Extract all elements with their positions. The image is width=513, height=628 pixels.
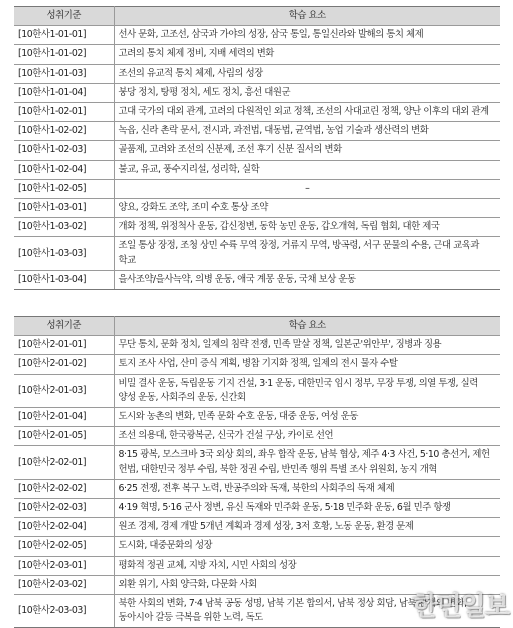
standard-code-cell: [10한사2-03-02]: [14, 575, 114, 594]
standard-code-cell: [10한사2-02-01]: [14, 446, 114, 479]
table-row: [14, 270, 500, 289]
standard-code-cell: [10한사2-03-03]: [14, 595, 114, 628]
standard-code-cell: [10한사2-01-02]: [14, 355, 114, 374]
learning-elements-cell: 녹읍, 신라 촌락 문서, 전시과, 과전법, 대동법, 균역법, 농업 기술과 생산력의 변화: [114, 122, 500, 141]
learning-elements-cell: 조선의 유교적 통치 체제, 사림의 성장: [114, 64, 500, 83]
standard-code-cell: [10한사1-03-01]: [14, 199, 114, 218]
learning-elements-cell: 6·25 전쟁, 전후 복구 노력, 반공주의와 독재, 북한의 사회주의 독재 체제: [114, 479, 500, 498]
standard-code-cell: [10한사2-02-02]: [14, 479, 114, 498]
curriculum-table-2: [14, 316, 500, 628]
table-row: [14, 446, 500, 479]
table-row: [14, 556, 500, 575]
standard-code-cell: [10한사2-01-05]: [14, 427, 114, 446]
standard-code-cell: [10한사1-01-03]: [14, 64, 114, 83]
learning-elements-cell: 개화 정책, 위정척사 운동, 갑신정변, 동학 농민 운동, 갑오개혁, 독립 협회, 대한 제국: [114, 218, 500, 237]
table-row: [14, 479, 500, 498]
learning-elements-cell: 무단 통치, 문화 정치, 일제의 침략 전쟁, 민족 말살 정책, 일본군'위안부', 징병과 징용: [114, 336, 500, 355]
learning-elements-cell: 골품제, 고려와 조선의 신분제, 조선 후기 신분 질서의 변화: [114, 141, 500, 160]
standard-code-cell: [10한사1-02-04]: [14, 160, 114, 179]
column-header-elements: 학습 요소: [114, 7, 500, 26]
learning-elements-cell: –: [114, 179, 500, 198]
standard-code-cell: [10한사2-02-03]: [14, 499, 114, 518]
table-row: [14, 336, 500, 355]
learning-elements-cell: 고대 국가의 대외 관계, 고려의 다원적인 외교 정책, 조선의 사대교린 정책, 양난 이후의 대외 관계: [114, 103, 500, 122]
learning-elements-cell: 토지 조사 사업, 산미 증식 계획, 병참 기지화 정책, 일제의 전시 물자 수탈: [114, 355, 500, 374]
standard-code-cell: [10한사1-01-02]: [14, 45, 114, 64]
table-row: [14, 427, 500, 446]
learning-elements-cell: 을사조약/을사늑약, 의병 운동, 애국 계몽 운동, 국채 보상 운동: [114, 270, 500, 289]
table-row: [14, 199, 500, 218]
standard-code-cell: [10한사2-03-01]: [14, 556, 114, 575]
standard-code-cell: [10한사2-01-03]: [14, 374, 114, 407]
column-header-standard: 성취기준: [14, 317, 114, 336]
curriculum-table-1: [14, 6, 500, 290]
column-header-standard: 성취기준: [14, 7, 114, 26]
table-row: [14, 160, 500, 179]
table-row: [14, 83, 500, 102]
standard-code-cell: [10한사1-01-04]: [14, 83, 114, 102]
learning-elements-cell: 평화적 정권 교체, 지방 자치, 시민 사회의 성장: [114, 556, 500, 575]
table-row: [14, 26, 500, 45]
learning-elements-cell: 선사 문화, 고조선, 삼국과 가야의 성장, 삼국 통일, 통일신라와 발해의 통치 체제: [114, 26, 500, 45]
learning-elements-cell: 고려의 통치 체제 정비, 지배 세력의 변화: [114, 45, 500, 64]
standard-code-cell: [10한사1-01-01]: [14, 26, 114, 45]
learning-elements-cell: 불교, 유교, 풍수지리설, 성리학, 실학: [114, 160, 500, 179]
table-row: [14, 374, 500, 407]
standard-code-cell: [10한사2-01-01]: [14, 336, 114, 355]
learning-elements-cell: 붕당 정치, 탕평 정치, 세도 정치, 흥선 대원군: [114, 83, 500, 102]
table-row: [14, 45, 500, 64]
table-row: [14, 103, 500, 122]
learning-elements-cell: 4·19 혁명, 5·16 군사 정변, 유신 독재와 민주화 운동, 5·18 민주화 운동, 6월 민주 항쟁: [114, 499, 500, 518]
learning-elements-cell: 조일 통상 장정, 조청 상민 수륙 무역 장정, 거류지 무역, 방곡령, 서구 문물의 수용, 근대 교육과 학교: [114, 237, 500, 270]
table-row: [14, 518, 500, 537]
standard-code-cell: [10한사1-02-03]: [14, 141, 114, 160]
newspaper-watermark: 한민일보: [412, 592, 509, 622]
learning-elements-cell: 비밀 결사 운동, 독립운동 기지 건설, 3·1 운동, 대한민국 임시 정부, 무장 투쟁, 의열 투쟁, 실력 양성 운동, 사회주의 운동, 신간회: [114, 374, 500, 407]
table-row: [14, 408, 500, 427]
standard-code-cell: [10한사1-02-02]: [14, 122, 114, 141]
table-row: [14, 122, 500, 141]
table-header-row: [14, 317, 500, 336]
learning-elements-cell: 도시화, 대중문화의 성장: [114, 537, 500, 556]
table-row: [14, 237, 500, 270]
standard-code-cell: [10한사1-03-04]: [14, 270, 114, 289]
standard-code-cell: [10한사1-02-01]: [14, 103, 114, 122]
learning-elements-cell: 조선 의용대, 한국광복군, 신국가 건설 구상, 카이로 선언: [114, 427, 500, 446]
standard-code-cell: [10한사2-02-04]: [14, 518, 114, 537]
learning-elements-cell: 북한 사회의 변화, 7·4 남북 공동 성명, 남북 기본 합의서, 남북 정상 회담, 남북 관계의 변화, 동아시아 갈등 극복을 위한 노력, 독도: [114, 595, 500, 628]
standard-code-cell: [10한사2-01-04]: [14, 408, 114, 427]
learning-elements-cell: 원조 경제, 경제 개발 5개년 계획과 경제 성장, 3저 호황, 노동 운동, 환경 문제: [114, 518, 500, 537]
table-row: [14, 64, 500, 83]
learning-elements-cell: 양요, 강화도 조약, 조미 수호 통상 조약: [114, 199, 500, 218]
table-row: [14, 537, 500, 556]
standard-code-cell: [10한사2-02-05]: [14, 537, 114, 556]
learning-elements-cell: 외환 위기, 사회 양극화, 다문화 사회: [114, 575, 500, 594]
table-row: [14, 218, 500, 237]
table-row: [14, 499, 500, 518]
table-header-row: [14, 7, 500, 26]
table-row: [14, 355, 500, 374]
standard-code-cell: [10한사1-03-03]: [14, 237, 114, 270]
learning-elements-cell: 8·15 광복, 모스크바 3국 외상 회의, 좌우 합작 운동, 남북 협상, 제주 4·3 사건, 5·10 총선거, 제헌 헌법, 대한민국 정부 수립, 북한 정권 수립, 반민족 행위 특별 조사 위원회, 농지 개혁: [114, 446, 500, 479]
column-header-elements: 학습 요소: [114, 317, 500, 336]
standard-code-cell: [10한사1-03-02]: [14, 218, 114, 237]
table-row: [14, 179, 500, 198]
standard-code-cell: [10한사1-02-05]: [14, 179, 114, 198]
learning-elements-cell: 도시와 농촌의 변화, 민족 문화 수호 운동, 대중 운동, 여성 운동: [114, 408, 500, 427]
table-row: [14, 141, 500, 160]
